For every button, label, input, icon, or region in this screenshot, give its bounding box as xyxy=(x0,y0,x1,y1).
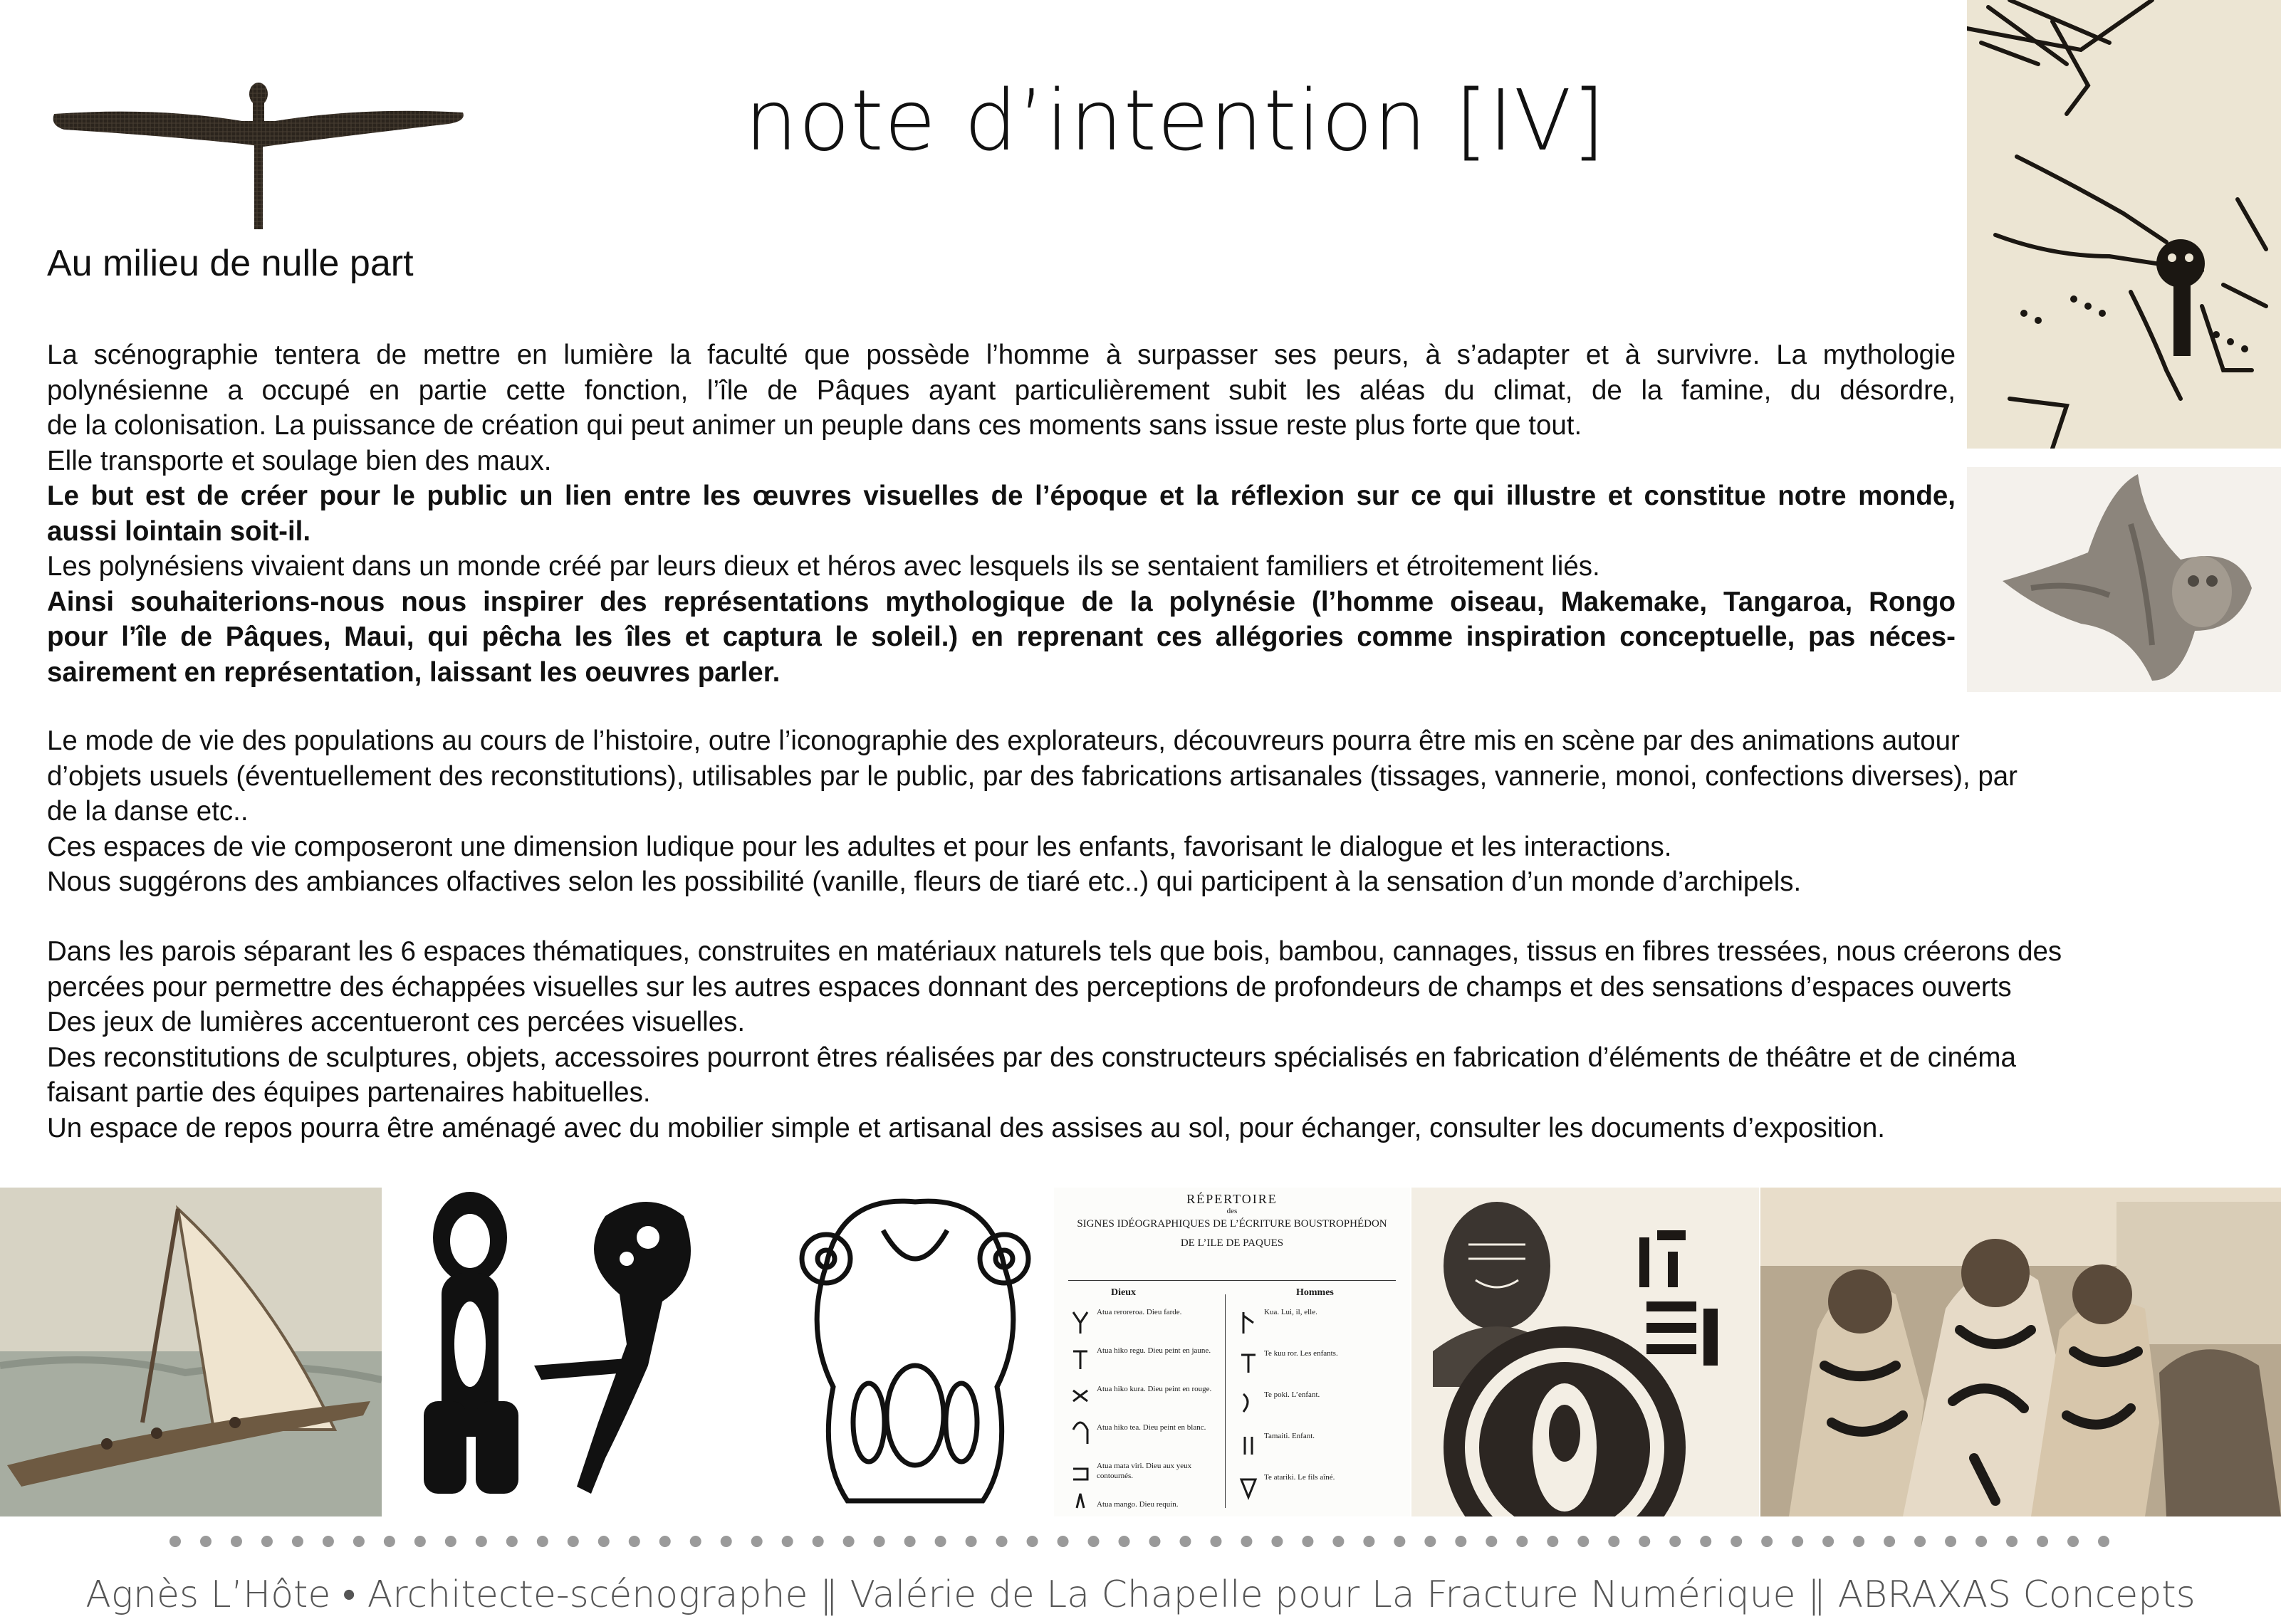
text-line: d’objets usuels (éventuellement des reconstitutions), utilisables par le public, par des fabrications artisanales (tissages, vannerie, monoi, confections diverses), par xyxy=(47,760,2018,792)
separator-dot xyxy=(721,1536,732,1547)
glyph-entry: Te poki. L’enfant. xyxy=(1264,1390,1320,1399)
glyph-entry: Te atariki. Le fils aîné. xyxy=(1264,1473,1335,1482)
separator-dot xyxy=(935,1536,946,1547)
separator-dot xyxy=(813,1536,824,1547)
repertoire-subheading: SIGNES IDÉOGRAPHIQUES DE L’ÉCRITURE BOUSTROPHÉDON xyxy=(1077,1218,1387,1230)
text-line: de la colonisation. La puissance de création qui peut animer un peuple dans ces moments sans issue reste plus forte que tout. xyxy=(47,410,1582,441)
glyph-symbols xyxy=(1238,1309,1259,1515)
page-title: note d’intention [IV] xyxy=(744,71,1606,169)
separator-dot xyxy=(904,1536,916,1547)
carved-figures-image xyxy=(413,1188,755,1516)
separator-dot xyxy=(996,1536,1008,1547)
text-line-bold: Le but est de créer pour le public un lien entre les œuvres visuelles de l’époque et la réflexion sur ce qui illustre et constitue notre monde, xyxy=(47,481,1956,511)
paragraph-lifestyle xyxy=(47,723,2281,900)
text-line: Les polynésiens vivaient dans un monde créé par leurs dieux et héros avec lesquels ils se sentaient familiers et étroitement liés. xyxy=(47,551,1600,582)
separator-dot xyxy=(384,1536,395,1547)
separator-dot xyxy=(629,1536,640,1547)
separator-dot xyxy=(1639,1536,1650,1547)
text-line: faisant partie des équipes partenaires habituelles. xyxy=(47,1077,651,1108)
separator-dot xyxy=(1669,1536,1681,1547)
separator-dot xyxy=(751,1536,763,1547)
text-line: Nous suggérons des ambiances olfactives selon les possibilité (vanille, fleurs de tiaré etc..) qui participent à la sensation d’un monde d’archipels. xyxy=(47,866,1802,897)
separator-dot xyxy=(1241,1536,1252,1547)
text-line: Des reconstitutions de sculptures, objets, accessoires pourront êtres réalisées par des constructeurs spécialisés en fabrication d’éléments de théâtre et de cinéma xyxy=(47,1042,2016,1073)
tattoo-outline-image xyxy=(798,1188,1033,1516)
glyph-symbols xyxy=(1070,1309,1091,1515)
column-heading-gods: Dieux xyxy=(1111,1287,1136,1298)
divider xyxy=(1225,1294,1226,1508)
separator-dot xyxy=(690,1536,701,1547)
divider xyxy=(1068,1280,1396,1281)
separator-dot xyxy=(353,1536,365,1547)
separator-dot xyxy=(1547,1536,1558,1547)
separator-dot xyxy=(1455,1536,1466,1547)
repertoire-heading: RÉPERTOIRE xyxy=(1186,1192,1278,1206)
separator-dot xyxy=(1914,1536,1926,1547)
separator-dot xyxy=(292,1536,303,1547)
separator-dot xyxy=(1853,1536,1864,1547)
image-strip xyxy=(0,1188,2281,1516)
separator-dot xyxy=(200,1536,212,1547)
text-line: Ces espaces de vie composeront une dimension ludique pour les adultes et pour les enfants, favorisant le dialogue et les interactions. xyxy=(47,831,1672,862)
separator-dot xyxy=(1577,1536,1589,1547)
separator-dot xyxy=(1210,1536,1221,1547)
text-line-bold: aussi lointain soit-il. xyxy=(47,515,311,547)
dotted-separator xyxy=(169,1531,2109,1552)
column-heading-men: Hommes xyxy=(1296,1287,1334,1298)
text-line-bold: sairement en représentation, laissant les oeuvres parler. xyxy=(47,656,781,688)
repertoire-island: DE L’ILE DE PAQUES xyxy=(1180,1237,1284,1249)
text-line: de la danse etc.. xyxy=(47,796,249,827)
stone-artifact-image xyxy=(1967,467,2281,692)
glyph-entry: Atua hiko kura. Dieu peint en rouge. xyxy=(1097,1385,1212,1393)
separator-dot xyxy=(1332,1536,1344,1547)
separator-dot xyxy=(1608,1536,1619,1547)
separator-dot xyxy=(2006,1536,2018,1547)
text-line-bold: Ainsi souhaiterions-nous nous inspirer des représentations mythologique de la polynésie (l’homme oiseau, Makemake, Tangaroa, Rongo xyxy=(47,586,1956,617)
separator-dot xyxy=(1884,1536,1895,1547)
text-line: Dans les parois séparant les 6 espaces thématiques, construites en matériaux naturels tels que bois, bambou, cannages, tissus en fibres tressées, nous créerons des xyxy=(47,936,2062,967)
glyph-entry: Atua mata viri. Dieu aux yeux contournés. xyxy=(1097,1462,1192,1480)
paragraph-spaces xyxy=(47,934,2281,1146)
separator-dot xyxy=(1394,1536,1405,1547)
glyph-entry: Tamaiti. Enfant. xyxy=(1264,1432,1315,1440)
separator-dot xyxy=(568,1536,579,1547)
separator-dot xyxy=(537,1536,548,1547)
separator-dot xyxy=(1731,1536,1742,1547)
text-line: percées pour permettre des échappées visuelles sur les autres espaces donnant des perceptions de profondeurs de champs et des sensations d’espaces ouverts xyxy=(47,971,2012,1002)
body-paint-dancers-image xyxy=(1760,1188,2281,1516)
separator-dot xyxy=(843,1536,855,1547)
text-line: Un espace de repos pourra être aménagé avec du mobilier simple et artisanal des assises au sol, pour échanger, consulter les documents d’exposition. xyxy=(47,1112,1885,1143)
glyph-entry: Atua reroreroa. Dieu farde. xyxy=(1097,1308,1182,1316)
separator-dot xyxy=(1700,1536,1711,1547)
separator-dot xyxy=(598,1536,610,1547)
separator-dot xyxy=(1761,1536,1773,1547)
text-line-bold: pour l’île de Pâques, Maui, qui pêcha les îles et captura le soleil.) en reprenant ces allégories comme inspiration conceptuelle, pas néces- xyxy=(47,622,1956,652)
glyph-entry: Atua hiko tea. Dieu peint en blanc. xyxy=(1097,1423,1206,1432)
text-line: La scénographie tentera de mettre en lumière la faculté que possède l’homme à surpasser ses peurs, à s’adapter et à survivre. La mythologie xyxy=(47,340,1956,370)
separator-dot xyxy=(506,1536,518,1547)
separator-dot xyxy=(966,1536,977,1547)
separator-dot xyxy=(231,1536,242,1547)
separator-dot xyxy=(1119,1536,1130,1547)
text-line: Le mode de vie des populations au cours de l’histoire, outre l’iconographie des explorateurs, découvreurs pourra être mis en scène par des animations autour xyxy=(47,725,1960,756)
text-line: polynésienne a occupé en partie cette fonction, l’île de Pâques ayant particulièrement subit les aléas du climat, de la famine, du désordre, xyxy=(47,374,1956,406)
separator-dot xyxy=(261,1536,273,1547)
tattooed-portrait-image xyxy=(1411,1188,1759,1516)
separator-dot xyxy=(169,1536,181,1547)
separator-dot xyxy=(1027,1536,1038,1547)
separator-dot xyxy=(1149,1536,1160,1547)
separator-dot xyxy=(1424,1536,1436,1547)
separator-dot xyxy=(1363,1536,1374,1547)
separator-dot xyxy=(1302,1536,1313,1547)
separator-dot xyxy=(1271,1536,1283,1547)
separator-dot xyxy=(1486,1536,1497,1547)
separator-dot xyxy=(782,1536,793,1547)
repertoire-document-image xyxy=(1054,1188,1410,1516)
separator-dot xyxy=(323,1536,334,1547)
footer-credits: Agnès L’Hôte • Architecte-scénographe ‖ Valérie de La Chapelle pour La Fracture Numérique ‖ ABRAXAS Concepts xyxy=(85,1573,2196,1616)
glyph-entry: Kua. Lui, il, elle. xyxy=(1264,1308,1317,1316)
text-line: Elle transporte et soulage bien des maux. xyxy=(47,445,552,476)
separator-dot xyxy=(2037,1536,2048,1547)
glyph-entry: Atua mango. Dieu requin. xyxy=(1097,1500,1179,1509)
petroglyph-drawing-image xyxy=(1967,0,2281,449)
separator-dot xyxy=(874,1536,885,1547)
separator-dot xyxy=(1516,1536,1528,1547)
birdman-sculpture-image xyxy=(50,78,467,231)
separator-dot xyxy=(2098,1536,2109,1547)
paragraph-intro xyxy=(47,337,1956,690)
separator-dot xyxy=(2067,1536,2079,1547)
separator-dot xyxy=(1179,1536,1191,1547)
glyph-entry: Atua hiko regu. Dieu peint en jaune. xyxy=(1097,1346,1211,1355)
separator-dot xyxy=(1945,1536,1956,1547)
separator-dot xyxy=(659,1536,671,1547)
canoe-painting-image xyxy=(0,1188,382,1516)
separator-dot xyxy=(1088,1536,1100,1547)
separator-dot xyxy=(1975,1536,1987,1547)
repertoire-des: des xyxy=(1226,1207,1238,1215)
separator-dot xyxy=(445,1536,456,1547)
separator-dot xyxy=(414,1536,426,1547)
separator-dot xyxy=(1058,1536,1069,1547)
glyph-entry: Te kuu ror. Les enfants. xyxy=(1264,1349,1338,1358)
section-subtitle: Au milieu de nulle part xyxy=(47,243,414,284)
text-line: Des jeux de lumières accentueront ces percées visuelles. xyxy=(47,1007,746,1037)
separator-dot xyxy=(1822,1536,1834,1547)
separator-dot xyxy=(1792,1536,1803,1547)
separator-dot xyxy=(476,1536,487,1547)
